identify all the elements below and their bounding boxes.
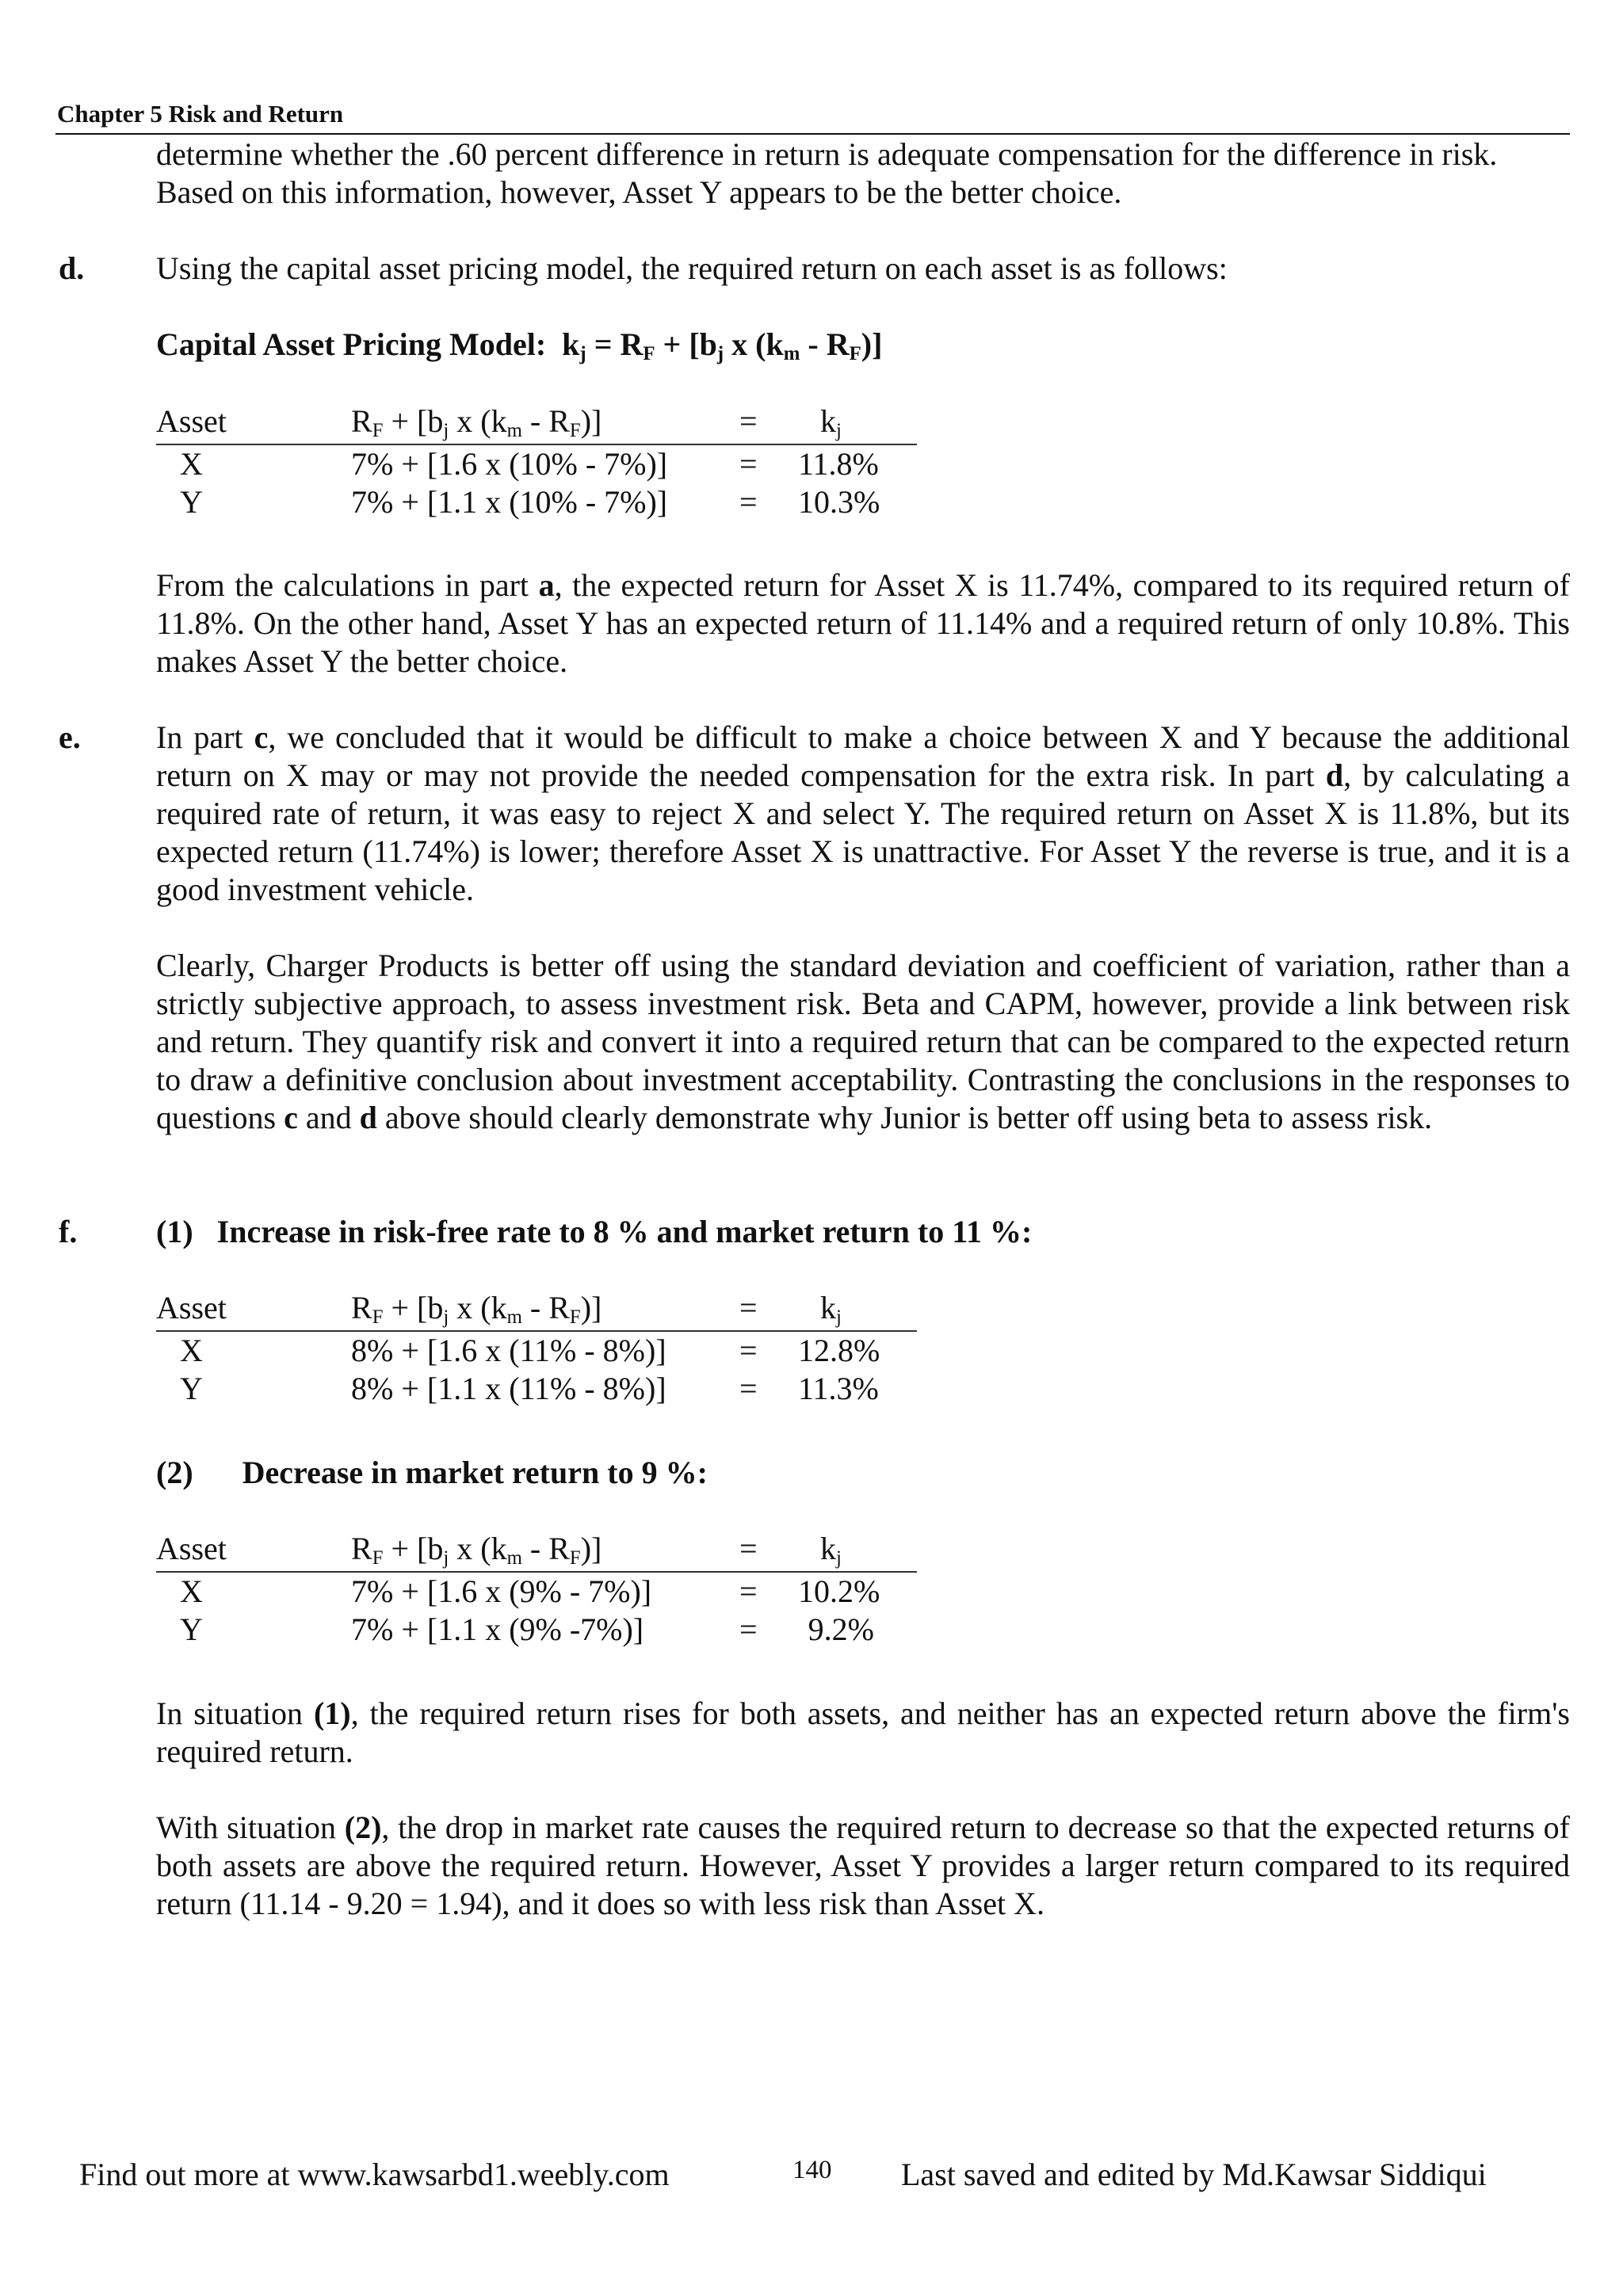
- part-e-label: e.: [59, 719, 81, 755]
- col-asset-header: Asset: [156, 403, 227, 439]
- capm-table-f1: [156, 1289, 917, 1408]
- table-row: X 7% + [1.6 x (9% - 7%)] = 10.2%: [180, 1573, 880, 1609]
- table-row: Y 7% + [1.1 x (10% - 7%)] = 10.3%: [180, 484, 880, 520]
- part-d-intro: Using the capital asset pricing model, the required return on each asset is as follows:: [156, 250, 1228, 286]
- col-result-header: $k_j$: [820, 1531, 842, 1569]
- col-formula-header: $R_F + [b_j$ x $(k_m - R_F)$]: [351, 403, 602, 442]
- col-formula-header: $R_F + [b_j$ x $(k_m - R_F)$]: [351, 1290, 602, 1329]
- col-result-header: $k_j$: [820, 1290, 842, 1329]
- capm-title: Capital Asset Pricing Model:: [156, 326, 547, 362]
- table-header-row: [156, 1530, 917, 1568]
- col-eq-header: =: [739, 1290, 758, 1325]
- col-result-header: $k_j$: [820, 403, 842, 442]
- table-header-row: [156, 402, 917, 441]
- part-f-sub2-heading: [156, 1454, 1570, 1492]
- intro-line-2: Based on this information, however, Asset Y appears to be the better choice.: [156, 174, 1122, 210]
- sub2-number: (2): [156, 1455, 193, 1490]
- header-rule: [55, 133, 1570, 135]
- part-f-paragraph-1: In situation (1), the required return rises for both assets, and neither has an expected return above the firm's required return.: [156, 1695, 1570, 1769]
- footer-right: Last saved and edited by Md.Kawsar Siddiqui: [901, 2157, 1487, 2192]
- capm-table-f2: [156, 1530, 917, 1649]
- capm-formula: $k_j = R_F + [b_j$ x $(k_m - R_F)$]: [562, 326, 883, 365]
- col-formula-header: $R_F + [b_j$ x $(k_m - R_F)$]: [351, 1531, 602, 1569]
- sub1-heading: Increase in risk-free rate to 8 % and market return to 11 %:: [216, 1214, 1033, 1249]
- part-e-paragraph-2: Clearly, Charger Products is better off using the standard deviation and coefficient of variation, rather than a strictly subjective approach, to assess investment risk. Beta and CAPM, however, provide a link between risk and return. They quantify risk and convert it into a required return that can be compared to the expected return to draw a definitive conclusion about investment acceptability. Contrasting the conclusions in the responses to questions c and d above should clearly demonstrate why Junior is better off using beta to assess risk.: [156, 948, 1570, 1135]
- capm-table-d: [156, 402, 917, 521]
- sub2-heading: Decrease in market return to 9 %:: [242, 1455, 708, 1490]
- table-row: X 7% + [1.6 x (10% - 7%)] = 11.8%: [180, 446, 879, 482]
- part-d-label: d.: [59, 250, 85, 286]
- col-eq-header: =: [739, 403, 758, 439]
- footer-left: Find out more at www.kawsarbd1.weebly.com: [79, 2157, 670, 2192]
- part-f-label: f.: [59, 1214, 78, 1249]
- table-row: Y 7% + [1.1 x (9% -7%)] = 9.2%: [180, 1611, 874, 1647]
- table-row: X 8% + [1.6 x (11% - 8%)] = 12.8%: [180, 1333, 880, 1368]
- col-eq-header: =: [739, 1531, 758, 1566]
- sub1-number: (1): [156, 1214, 193, 1249]
- page-number: 140: [792, 2156, 832, 2184]
- intro-line-1: determine whether the .60 percent difference in return is adequate compensation for the difference in risk.: [156, 136, 1498, 172]
- part-d-paragraph: From the calculations in part a, the expected return for Asset X is 11.74%, compared to its required return of 11.8%. On the other hand, Asset Y has an expected return of 11.14% and a required return of only 10.8%. This makes Asset Y the better choice.: [156, 567, 1571, 679]
- part-f-paragraph-2: With situation (2), the drop in market rate causes the required return to decrease so that the expected returns of both assets are above the required return. However, Asset Y provides a larger return compared to its required return (11.14 - 9.20 = 1.94), and it does so with less risk than Asset X.: [156, 1810, 1570, 1921]
- table-row: Y 8% + [1.1 x (11% - 8%)] = 11.3%: [180, 1371, 879, 1406]
- intro-paragraph: [156, 135, 1570, 212]
- part-e-paragraph-1: In part c, we concluded that it would be difficult to make a choice between X and Y because the additional return on X may or may not provide the needed compensation for the extra risk. In part d, by calculating a required rate of return, it was easy to reject X and select Y. The required return on Asset X is 11.8%, but its expected return (11.74%) is lower; therefore Asset X is unattractive. For Asset Y the reverse is true, and it is a good investment vehicle.: [156, 719, 1570, 907]
- table-header-row: [156, 1289, 917, 1327]
- chapter-header: Chapter 5 Risk and Return: [57, 100, 344, 128]
- col-asset-header: Asset: [156, 1531, 227, 1566]
- part-f-sub1-heading: [156, 1213, 1570, 1251]
- capm-formula-heading: [156, 326, 1570, 364]
- col-asset-header: Asset: [156, 1290, 227, 1325]
